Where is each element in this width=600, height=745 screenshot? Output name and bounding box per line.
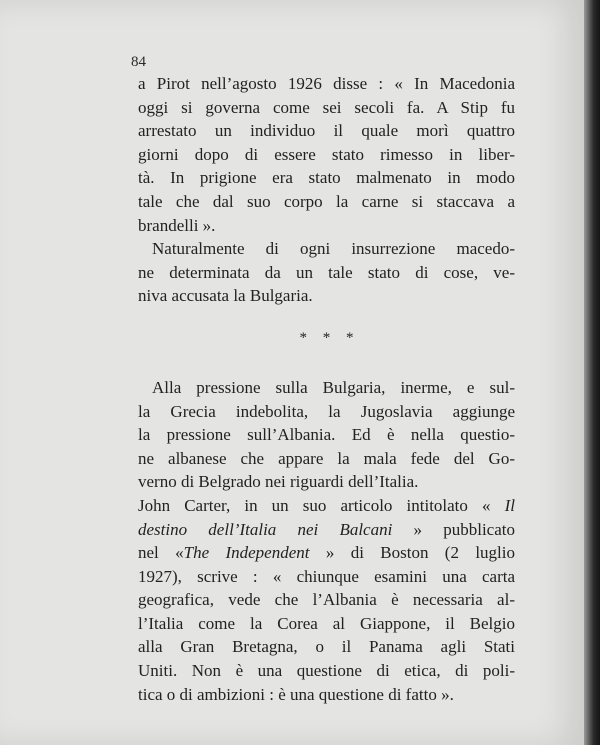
text-line: tale che dal suo corpo la carne si staccava a <box>138 191 515 211</box>
text-line: la pressione sull’Albania. Ed è nella questio- <box>138 425 515 445</box>
text-line: a Pirot nell’agosto 1926 disse : « In Macedonia <box>138 74 515 93</box>
text-line: ne determinata da un tale stato di cose, ve- <box>138 262 515 282</box>
paragraph-3 <box>138 376 515 706</box>
spacer <box>138 368 515 376</box>
text-line: ne albanese che appare la mala fede del Go- <box>138 448 515 468</box>
text-line: Uniti. Non è una questione di etica, di poli- <box>138 661 515 681</box>
text-segment: » pubblicato <box>413 519 515 539</box>
text-line <box>138 518 515 542</box>
paragraph-1 <box>138 72 515 237</box>
text-segment: nel « <box>138 543 184 563</box>
text-segment: » di Boston (2 luglio <box>325 543 515 563</box>
text-line: alla Gran Bretagna, o il Panama agli Stati <box>138 637 515 657</box>
text-line: arrestato un individuo il quale morì quattro <box>138 121 515 141</box>
italic-title: destino dell’Italia nei Balcani <box>138 519 393 539</box>
text-line: brandelli ». <box>138 215 216 235</box>
text-line: Alla pressione sulla Bulgaria, inerme, e sul- <box>152 377 515 397</box>
text-segment: John Carter, in un suo articolo intitolato « <box>138 495 491 515</box>
paragraph-2 <box>138 237 515 308</box>
text-line <box>138 541 515 565</box>
text-line: l’Italia come la Corea al Giappone, il Belgio <box>138 613 515 633</box>
italic-title: The Independent <box>183 543 310 563</box>
book-spine-edge <box>584 0 600 745</box>
italic-title: Il <box>504 495 516 515</box>
text-line: tica o di ambizioni : è una questione di fatto ». <box>138 684 454 704</box>
page-number: 84 <box>131 54 146 70</box>
text-line: niva accusata la Bulgaria. <box>138 286 313 306</box>
text-line: oggi si governa come sei secoli fa. A Stip fu <box>138 97 515 117</box>
text-line: la Grecia indebolita, la Jugoslavia aggiunge <box>138 401 515 421</box>
text-line: giorni dopo di essere stato rimesso in liber- <box>138 144 515 164</box>
text-line: 1927), scrive : « chiunque esamini una carta <box>138 566 515 586</box>
text-line <box>138 494 515 518</box>
text-line: tà. In prigione era stato malmenato in modo <box>138 168 515 188</box>
text-line: verno di Belgrado nei riguardi dell’Italia. <box>138 472 419 492</box>
text-block <box>138 72 515 706</box>
section-separator: * * * <box>299 329 360 346</box>
text-line: geografica, vede che l’Albania è necessaria al- <box>138 590 515 610</box>
text-line: Naturalmente di ogni insurrezione macedo- <box>152 239 515 259</box>
